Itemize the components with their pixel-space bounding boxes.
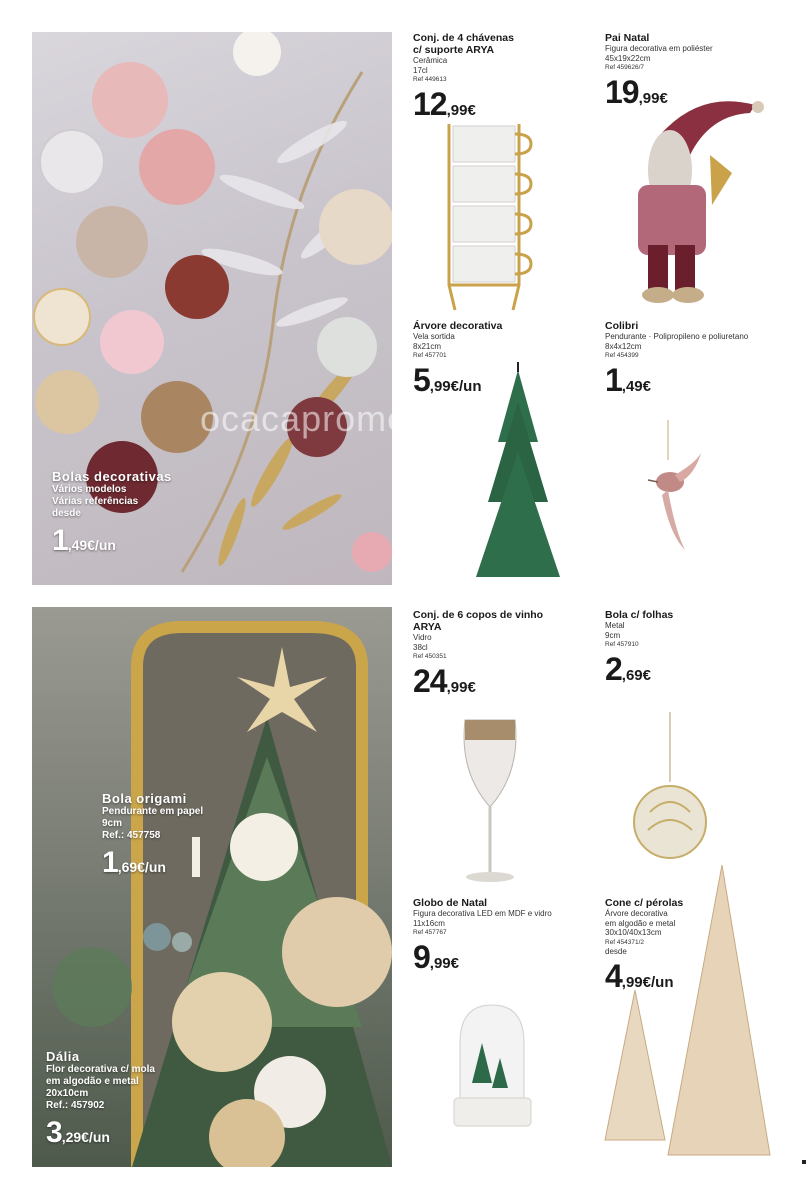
decorative-balls-desc-3: desde — [52, 508, 81, 519]
snow-globe-image — [450, 1003, 535, 1128]
chavenas-name-2: c/ suporte ARYA — [413, 44, 495, 56]
product-bola-folhas — [605, 609, 775, 688]
copos-desc-2: 38cl — [413, 642, 428, 652]
hummingbird-image — [640, 420, 710, 555]
dalia-desc-1: Flor decorativa c/ mola — [46, 1064, 155, 1075]
copos-price — [413, 663, 583, 700]
pearl-cone-image — [600, 865, 775, 1175]
globo-desc-2: 11x16cm — [413, 918, 445, 928]
globo-ref: Ref 457767 — [413, 929, 447, 936]
origami-label — [102, 791, 203, 880]
photo-christmas-tree — [32, 607, 392, 1167]
decorative-balls-name: Bolas decorativas — [52, 469, 172, 484]
origami-desc-1: Pendurante em papel — [102, 806, 204, 817]
origami-price-int: 1 — [102, 846, 118, 879]
decorative-balls-price — [52, 524, 172, 558]
pai-natal-price-int: 19 — [605, 74, 639, 110]
colibri-ref: Ref 454399 — [605, 352, 639, 359]
pai-natal-price-dec: ,99€ — [638, 90, 668, 107]
cone-name: Cone c/ pérolas — [605, 897, 684, 909]
colibri-desc-1: Pendurante · Polipropileno e poliuretano — [605, 332, 749, 341]
decorative-balls-price-int: 1 — [52, 524, 68, 557]
cone-desc-4: desde — [605, 946, 627, 956]
chavenas-name-1: Conj. de 4 chávenas — [413, 32, 514, 44]
watermark: ocacaprome — [200, 398, 409, 439]
origami-desc-2: 9cm — [102, 818, 123, 829]
chavenas-desc-2: 17cl — [413, 65, 428, 75]
decorative-balls-label — [52, 469, 172, 558]
product-globo — [413, 897, 583, 976]
product-copos — [413, 609, 583, 700]
dalia-name: Dália — [46, 1049, 80, 1064]
copos-ref: Ref 450351 — [413, 653, 447, 660]
cone-desc-3: 30x10/40x13cm — [605, 928, 662, 937]
santa-figure-image — [620, 95, 765, 310]
arvore-ref: Ref 457701 — [413, 352, 447, 359]
product-colibri — [605, 320, 775, 399]
dalia-price — [46, 1116, 155, 1150]
bola-folhas-ref: Ref 457910 — [605, 641, 639, 648]
arvore-price-int: 5 — [413, 362, 430, 398]
decorative-balls-price-dec: ,49€/un — [67, 537, 116, 553]
bola-folhas-desc-2: 9cm — [605, 630, 621, 640]
cone-price-dec: ,99€/un — [621, 974, 674, 991]
globo-name: Globo de Natal — [413, 897, 488, 909]
cone-desc-2: em algodão e metal — [605, 918, 676, 928]
globo-desc-1: Figura decorativa LED em MDF e vidro — [413, 909, 552, 918]
chavenas-price-int: 12 — [413, 86, 447, 122]
dalia-label — [46, 1049, 155, 1150]
cone-ref: Ref 454371/2 — [605, 938, 645, 946]
decorative-balls-desc-2: Várias referências — [52, 496, 139, 507]
bola-folhas-name: Bola c/ folhas — [605, 609, 674, 621]
pai-natal-ref: Ref 459626/7 — [605, 64, 645, 71]
pai-natal-desc-2: 45x19x22cm — [605, 53, 651, 63]
colibri-name: Colibri — [605, 320, 639, 332]
chavenas-desc-1: Cerâmica — [413, 56, 448, 65]
globo-price-int: 9 — [413, 939, 430, 975]
colibri-price-int: 1 — [605, 362, 622, 398]
origami-price-dec: ,69€/un — [117, 859, 166, 875]
cone-price-int: 4 — [605, 958, 622, 994]
bola-folhas-price-dec: ,69€ — [621, 667, 651, 684]
pai-natal-desc-1: Figura decorativa em poliéster — [605, 44, 713, 53]
dalia-ref: Ref.: 457902 — [46, 1100, 105, 1111]
bola-folhas-desc-1: Metal — [605, 621, 625, 630]
tree-candle-image — [468, 362, 568, 587]
pai-natal-name: Pai Natal — [605, 32, 650, 44]
page-corner-mark — [802, 1160, 806, 1164]
bola-folhas-price — [605, 651, 775, 688]
origami-name: Bola origami — [102, 791, 187, 806]
decorative-balls-desc-1: Vários modelos — [52, 484, 127, 495]
arvore-desc-1: Vela sortida — [413, 332, 455, 341]
arvore-name: Árvore decorativa — [413, 320, 503, 332]
dalia-price-int: 3 — [46, 1116, 62, 1149]
chavenas-price — [413, 86, 583, 123]
chavenas-price-dec: ,99€ — [446, 102, 476, 119]
copos-desc-1: Vidro — [413, 633, 432, 642]
product-chavenas — [413, 32, 583, 123]
cup-set-image — [445, 120, 540, 315]
origami-price — [102, 846, 203, 880]
photo-decorative-balls — [32, 32, 392, 585]
origami-ref: Ref.: 457758 — [102, 830, 161, 841]
globo-price — [413, 939, 583, 976]
arvore-desc-2: 8x21cm — [413, 341, 442, 351]
globo-price-dec: ,99€ — [429, 955, 459, 972]
bola-folhas-price-int: 2 — [605, 651, 622, 687]
chavenas-ref: Ref 449613 — [413, 76, 447, 83]
copos-name-1: Conj. de 6 copos de vinho — [413, 609, 544, 621]
cone-desc-1: Árvore decorativa — [605, 909, 668, 918]
dalia-desc-3: 20x10cm — [46, 1088, 89, 1099]
colibri-price — [605, 362, 775, 399]
copos-price-int: 24 — [413, 663, 447, 699]
leaf-ball-image — [630, 712, 715, 862]
copos-name-2: ARYA — [413, 621, 442, 633]
dalia-desc-2: em algodão e metal — [46, 1076, 139, 1087]
wine-glass-image — [455, 712, 525, 887]
copos-price-dec: ,99€ — [446, 679, 476, 696]
dalia-price-dec: ,29€/un — [61, 1129, 110, 1145]
colibri-price-dec: ,49€ — [621, 378, 651, 395]
colibri-desc-2: 8x4x12cm — [605, 341, 642, 351]
arvore-price-dec: ,99€/un — [429, 378, 482, 395]
